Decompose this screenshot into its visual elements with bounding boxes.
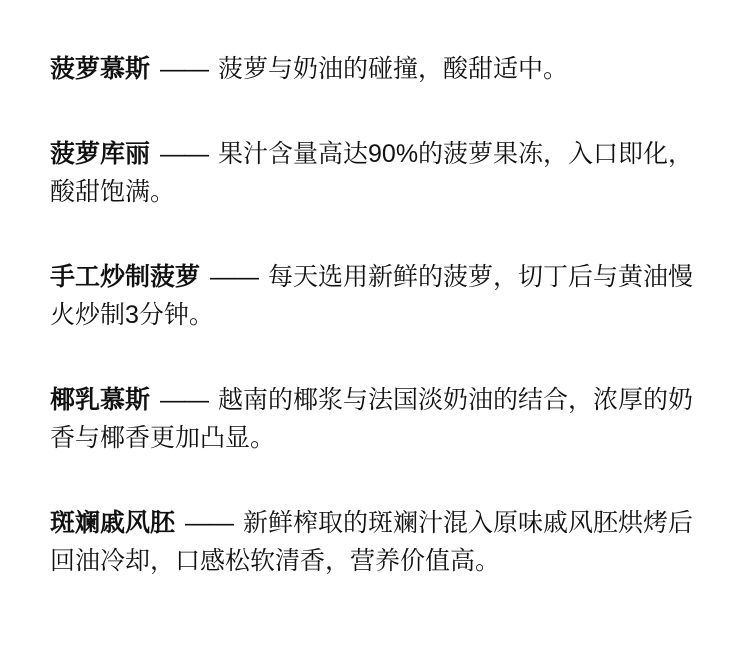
dessert-item-pineapple-mousse bbox=[50, 50, 700, 88]
item-description: 越南的椰浆与法国淡奶油的结合，浓厚的奶香与椰香更加凸显。 bbox=[50, 386, 694, 452]
item-dash: —— bbox=[185, 509, 234, 537]
item-description: 每天选用新鲜的菠萝，切丁后与黄油慢火炒制3分钟。 bbox=[50, 263, 694, 329]
item-description: 菠萝与奶油的碰撞，酸甜适中。 bbox=[218, 55, 569, 83]
dessert-item-pandan-chiffon bbox=[50, 504, 700, 580]
item-dash: —— bbox=[160, 386, 209, 414]
dessert-item-pineapple-coulis bbox=[50, 135, 700, 211]
item-term: 菠萝库丽 bbox=[50, 140, 151, 168]
item-term: 椰乳慕斯 bbox=[50, 386, 151, 414]
item-term: 手工炒制菠萝 bbox=[50, 263, 201, 291]
item-dash: —— bbox=[210, 263, 259, 291]
item-term: 菠萝慕斯 bbox=[50, 55, 151, 83]
item-term: 斑斓戚风胚 bbox=[50, 509, 176, 537]
item-description: 新鲜榨取的斑斓汁混入原味戚风胚烘烤后回油冷却，口感松软清香，营养价值高。 bbox=[50, 509, 694, 575]
item-description: 果汁含量高达90%的菠萝果冻，入口即化，酸甜饱满。 bbox=[50, 140, 694, 206]
item-dash: —— bbox=[160, 140, 209, 168]
dessert-item-handfried-pineapple bbox=[50, 258, 700, 334]
item-dash: —— bbox=[160, 55, 209, 83]
dessert-item-coconut-mousse bbox=[50, 381, 700, 457]
